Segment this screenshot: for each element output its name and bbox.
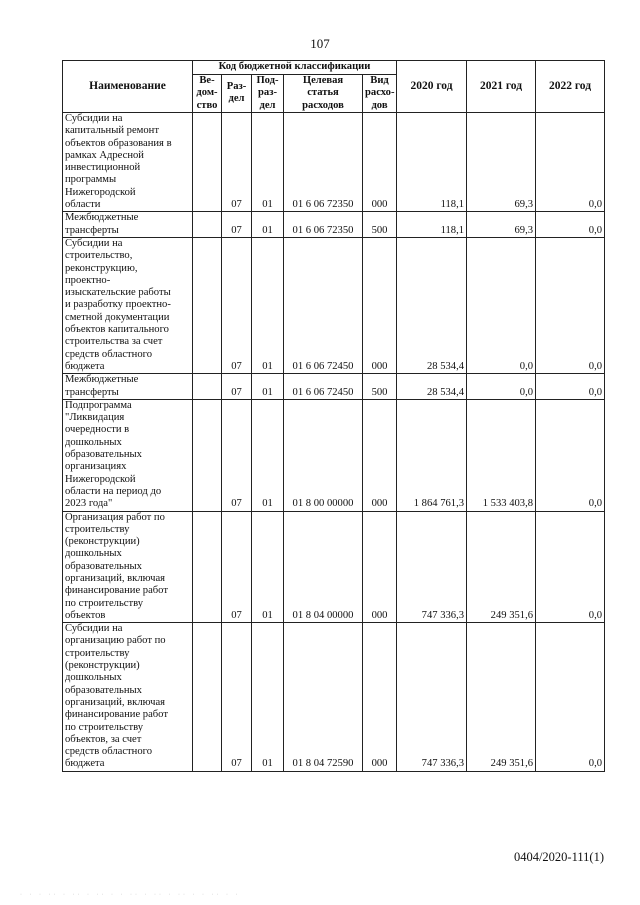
row-target-article: 01 8 04 00000: [284, 511, 363, 623]
row-amount-2021: 0,0: [467, 374, 536, 400]
header-line: ство: [196, 99, 218, 111]
row-podrazdel: 01: [252, 237, 284, 373]
budget-table: [62, 60, 605, 772]
header-line: Целевая: [302, 74, 344, 86]
row-name-line: финансирование работ: [65, 709, 168, 721]
row-amount-2020: 747 336,3: [397, 623, 467, 772]
row-expense-type: 000: [363, 237, 397, 373]
row-name-line: (реконструкции): [65, 660, 140, 672]
row-vedomstvo: [193, 237, 222, 373]
row-amount-2022: 0,0: [536, 374, 605, 400]
row-amount-2022: 0,0: [536, 399, 605, 511]
row-razdel: 07: [222, 113, 252, 212]
row-amount-2021: 1 533 403,8: [467, 399, 536, 511]
header-line: дов: [371, 99, 388, 111]
row-target-article: 01 6 06 72450: [284, 237, 363, 373]
row-target-article: 01 8 04 72590: [284, 623, 363, 772]
row-vedomstvo: [193, 511, 222, 623]
row-name-line: Субсидии на: [65, 623, 123, 635]
row-amount-2020: 747 336,3: [397, 511, 467, 623]
row-target-article: 01 6 06 72350: [284, 212, 363, 238]
row-name-line: по строительству: [65, 721, 144, 733]
row-name-line: Нижегородской: [65, 473, 136, 485]
table-row: [63, 399, 605, 511]
header-line: расходов: [302, 99, 344, 111]
row-name-line: бюджета: [65, 758, 105, 770]
header-code-group: Код бюджетной классификации: [193, 61, 397, 75]
row-name-line: реконструкцию,: [65, 262, 138, 274]
header-2020: 2020 год: [397, 61, 467, 113]
row-name-line: Межбюджетные: [65, 374, 139, 386]
row-name: [63, 113, 193, 212]
header-line: дел: [228, 93, 245, 105]
header-line: Вид: [370, 74, 389, 86]
row-name-line: Подпрограмма: [65, 399, 132, 411]
row-amount-2021: 69,3: [467, 212, 536, 238]
table-row: [63, 212, 605, 238]
header-podrazdel: [252, 74, 284, 113]
table-row: [63, 511, 605, 623]
row-expense-type: 000: [363, 511, 397, 623]
row-amount-2020: 28 534,4: [397, 374, 467, 400]
header-vid: [363, 74, 397, 113]
table-row: [63, 374, 605, 400]
row-name: [63, 399, 193, 511]
row-podrazdel: 01: [252, 212, 284, 238]
row-razdel: 07: [222, 212, 252, 238]
row-razdel: 07: [222, 511, 252, 623]
row-name-line: очередности в: [65, 424, 130, 436]
table-row: [63, 623, 605, 772]
header-2022: 2022 год: [536, 61, 605, 113]
row-vedomstvo: [193, 374, 222, 400]
row-vedomstvo: [193, 623, 222, 772]
row-podrazdel: 01: [252, 399, 284, 511]
row-amount-2020: 118,1: [397, 113, 467, 212]
row-podrazdel: 01: [252, 374, 284, 400]
row-name-line: "Ликвидация: [65, 412, 125, 424]
row-expense-type: 500: [363, 212, 397, 238]
row-name-line: трансферты: [65, 386, 119, 398]
row-amount-2020: 118,1: [397, 212, 467, 238]
row-name-line: дошкольных: [65, 672, 122, 684]
row-target-article: 01 8 00 00000: [284, 399, 363, 511]
row-amount-2021: 249 351,6: [467, 511, 536, 623]
row-name-line: бюджета: [65, 360, 105, 372]
row-amount-2021: 69,3: [467, 113, 536, 212]
row-name-line: (реконструкции): [65, 536, 140, 548]
header-line: Раз-: [226, 80, 247, 92]
document-code: 0404/2020-111(1): [513, 850, 604, 864]
row-name-line: финансирование работ: [65, 585, 168, 597]
row-name-line: изыскательские работы: [65, 287, 171, 299]
header-line: статья: [307, 87, 339, 98]
row-name-line: программы: [65, 174, 117, 186]
row-amount-2022: 0,0: [536, 212, 605, 238]
row-razdel: 07: [222, 237, 252, 373]
row-name-line: по строительству: [65, 597, 144, 609]
row-name-line: организацию работ по: [65, 635, 166, 647]
row-expense-type: 000: [363, 399, 397, 511]
header-target: [284, 74, 363, 113]
row-name: [63, 374, 193, 400]
row-podrazdel: 01: [252, 623, 284, 772]
row-name-line: и разработку проектно-: [65, 299, 171, 311]
row-name-line: сметной документации: [65, 311, 170, 323]
row-amount-2022: 0,0: [536, 511, 605, 623]
row-name-line: образовательных: [65, 449, 142, 461]
row-name-line: Нижегородской: [65, 186, 136, 198]
row-expense-type: 000: [363, 623, 397, 772]
row-name-line: организаций, включая: [65, 572, 166, 584]
row-name-line: Межбюджетные: [65, 212, 139, 224]
row-name: [63, 237, 193, 373]
row-vedomstvo: [193, 212, 222, 238]
row-amount-2021: 249 351,6: [467, 623, 536, 772]
row-name-line: Субсидии на: [65, 237, 123, 249]
row-name-line: дошкольных: [65, 548, 122, 560]
row-name-line: средств областного: [65, 746, 153, 758]
header-line: дом-: [196, 87, 218, 98]
row-name-line: области: [65, 199, 101, 211]
row-podrazdel: 01: [252, 113, 284, 212]
row-name-line: объектов капитального: [65, 324, 169, 336]
row-name: [63, 212, 193, 238]
row-target-article: 01 6 06 72450: [284, 374, 363, 400]
row-name-line: области на период до: [65, 485, 162, 497]
row-name-line: дошкольных: [65, 436, 122, 448]
row-name-line: проектно-: [65, 274, 111, 286]
row-name-line: Субсидии на: [65, 113, 123, 124]
row-name-line: образовательных: [65, 560, 142, 572]
row-amount-2020: 1 864 761,3: [397, 399, 467, 511]
row-name-line: строительства за счет: [65, 336, 163, 348]
row-amount-2022: 0,0: [536, 623, 605, 772]
row-podrazdel: 01: [252, 511, 284, 623]
table-row: [63, 237, 605, 373]
row-expense-type: 500: [363, 374, 397, 400]
row-name-line: организаций, включая: [65, 696, 166, 708]
header-line: расхо-: [365, 87, 395, 98]
row-name-line: объектов образования в: [65, 137, 172, 149]
row-vedomstvo: [193, 399, 222, 511]
row-name-line: организациях: [65, 461, 127, 473]
header-line: дел: [259, 99, 276, 111]
header-name: Наименование: [63, 61, 193, 113]
header-row-top: [63, 61, 605, 75]
table-row: [63, 113, 605, 212]
row-razdel: 07: [222, 399, 252, 511]
header-2021: 2021 год: [467, 61, 536, 113]
row-amount-2020: 28 534,4: [397, 237, 467, 373]
row-name-line: трансферты: [65, 224, 119, 236]
row-name-line: Организация работ по: [65, 511, 165, 523]
row-vedomstvo: [193, 113, 222, 212]
row-name-line: объектов: [65, 609, 106, 621]
row-name-line: инвестиционной: [65, 162, 141, 174]
row-amount-2022: 0,0: [536, 237, 605, 373]
header-razdel: [222, 74, 252, 113]
page-number: 107: [310, 36, 330, 51]
row-expense-type: 000: [363, 113, 397, 212]
row-name-line: капитальный ремонт: [65, 125, 159, 137]
header-vedomstvo: [193, 74, 222, 113]
row-name: [63, 511, 193, 623]
row-name-line: строительству: [65, 647, 130, 659]
row-name-line: строительству: [65, 523, 130, 535]
header-line: Под-: [256, 74, 279, 86]
scan-artifact: · · · ·· · ·· · ·· · · ·· · ·· · ·· · · ·· · ·: [20, 892, 241, 898]
row-amount-2022: 0,0: [536, 113, 605, 212]
row-razdel: 07: [222, 623, 252, 772]
row-name-line: рамках Адресной: [65, 149, 144, 161]
header-line: Ве-: [199, 74, 215, 86]
header-line: раз-: [258, 87, 277, 98]
row-name-line: строительство,: [65, 250, 133, 262]
row-name-line: объектов, за счет: [65, 733, 142, 745]
row-razdel: 07: [222, 374, 252, 400]
row-name-line: средств областного: [65, 348, 153, 360]
row-amount-2021: 0,0: [467, 237, 536, 373]
row-name-line: образовательных: [65, 684, 142, 696]
row-name: [63, 623, 193, 772]
row-name-line: 2023 года": [65, 498, 113, 510]
budget-table-body: [63, 113, 605, 772]
row-target-article: 01 6 06 72350: [284, 113, 363, 212]
